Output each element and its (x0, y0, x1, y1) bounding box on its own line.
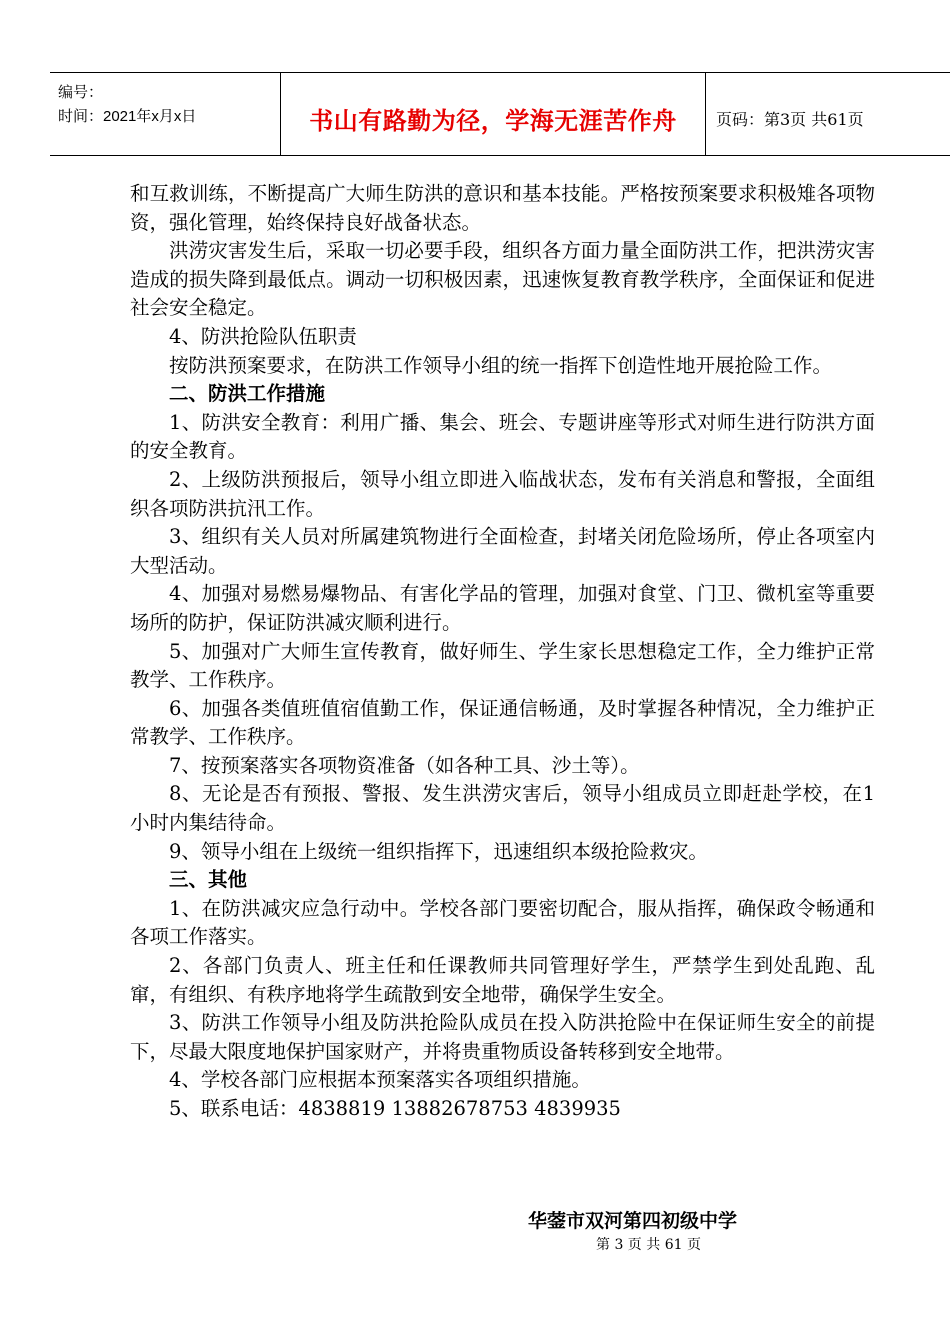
body-paragraph: 4、学校各部门应根据本预案落实各项组织措施。 (169, 1068, 591, 1092)
page-header (50, 72, 950, 156)
header-motto: 书山有路勤为径，学海无涯苦作舟 (309, 107, 677, 135)
document-number-label: 编号： (58, 84, 104, 101)
body-paragraph: 1、在防洪减灾应急行动中。学校各部门要密切配合，服从指挥，确保政令畅通和各项工作落实。 (130, 896, 875, 949)
body-paragraph: 4、防洪抢险队伍职责 (169, 324, 357, 348)
header-meta-cell (50, 73, 280, 155)
footer-page-number: 第 3 页 共 61 页 (596, 1237, 701, 1253)
body-paragraph: 1、防洪安全教育：利用广播、集会、班会、专题讲座等形式对师生进行防洪方面的安全教育。 (130, 410, 875, 463)
document-body (130, 180, 875, 1124)
body-paragraph: 和互救训练，不断提高广大师生防洪的意识和基本技能。严格按预案要求积极雉各项物资，强化管理，始终保持良好战备状态。 (130, 182, 875, 234)
section-heading: 三、其他 (169, 868, 248, 892)
body-paragraph: 4、加强对易燃易爆物品、有害化学品的管理，加强对食堂、门卫、微机室等重要场所的防护，保证防洪减灾顺利进行。 (130, 582, 875, 634)
body-paragraph: 按防洪预案要求，在防洪工作领导小组的统一指挥下创造性地开展抢险工作。 (169, 353, 833, 377)
header-page-number: 页码：第3页 共61页 (716, 110, 864, 129)
header-motto-cell (280, 73, 706, 155)
body-paragraph: 8、无论是否有预报、警报、发生洪涝灾害后，领导小组成员立即赶赴学校，在1小时内集结待命。 (130, 782, 875, 835)
body-paragraph: 5、联系电话：4838819 13882678753 4839935 (169, 1097, 621, 1120)
document-time-label: 时间：2021年x月x日 (58, 108, 197, 125)
body-paragraph: 3、组织有关人员对所属建筑物进行全面检查，封堵关闭危险场所，停止各项室内大型活动。 (130, 525, 875, 577)
body-paragraph: 5、加强对广大师生宣传教育，做好师生、学生家长思想稳定工作，全力维护正常教学、工作秩序。 (130, 639, 875, 692)
section-heading: 二、防洪工作措施 (169, 382, 326, 406)
body-paragraph: 2、上级防洪预报后，领导小组立即进入临战状态，发布有关消息和警报，全面组织各项防洪抗汛工作。 (130, 467, 875, 520)
body-paragraph: 7、按预案落实各项物资准备（如各种工具、沙土等）。 (169, 753, 640, 777)
body-paragraph: 6、加强各类值班值宿值勤工作，保证通信畅通，及时掌握各种情况，全力维护正常教学、工作秩序。 (130, 696, 875, 749)
body-paragraph: 9、领导小组在上级统一组织指挥下，迅速组织本级抢险救灾。 (169, 839, 708, 863)
body-paragraph: 3、防洪工作领导小组及防洪抢险队成员在投入防洪抢险中在保证师生安全的前提下，尽最大限度地保护国家财产，并将贵重物质设备转移到安全地带。 (130, 1011, 875, 1063)
header-page-cell (706, 73, 950, 155)
body-paragraph: 2、各部门负责人、班主任和任课教师共同管理好学生，严禁学生到处乱跑、乱窜，有组织、有秩序地将学生疏散到安全地带，确保学生安全。 (130, 954, 875, 1006)
body-paragraph: 洪涝灾害发生后，采取一切必要手段，组织各方面力量全面防洪工作，把洪涝灾害造成的损失降到最低点。调动一切积极因素，迅速恢复教育教学秩序，全面保证和促进社会安全稳定。 (130, 239, 875, 320)
school-signature: 华蓥市双河第四初级中学 (528, 1210, 738, 1232)
